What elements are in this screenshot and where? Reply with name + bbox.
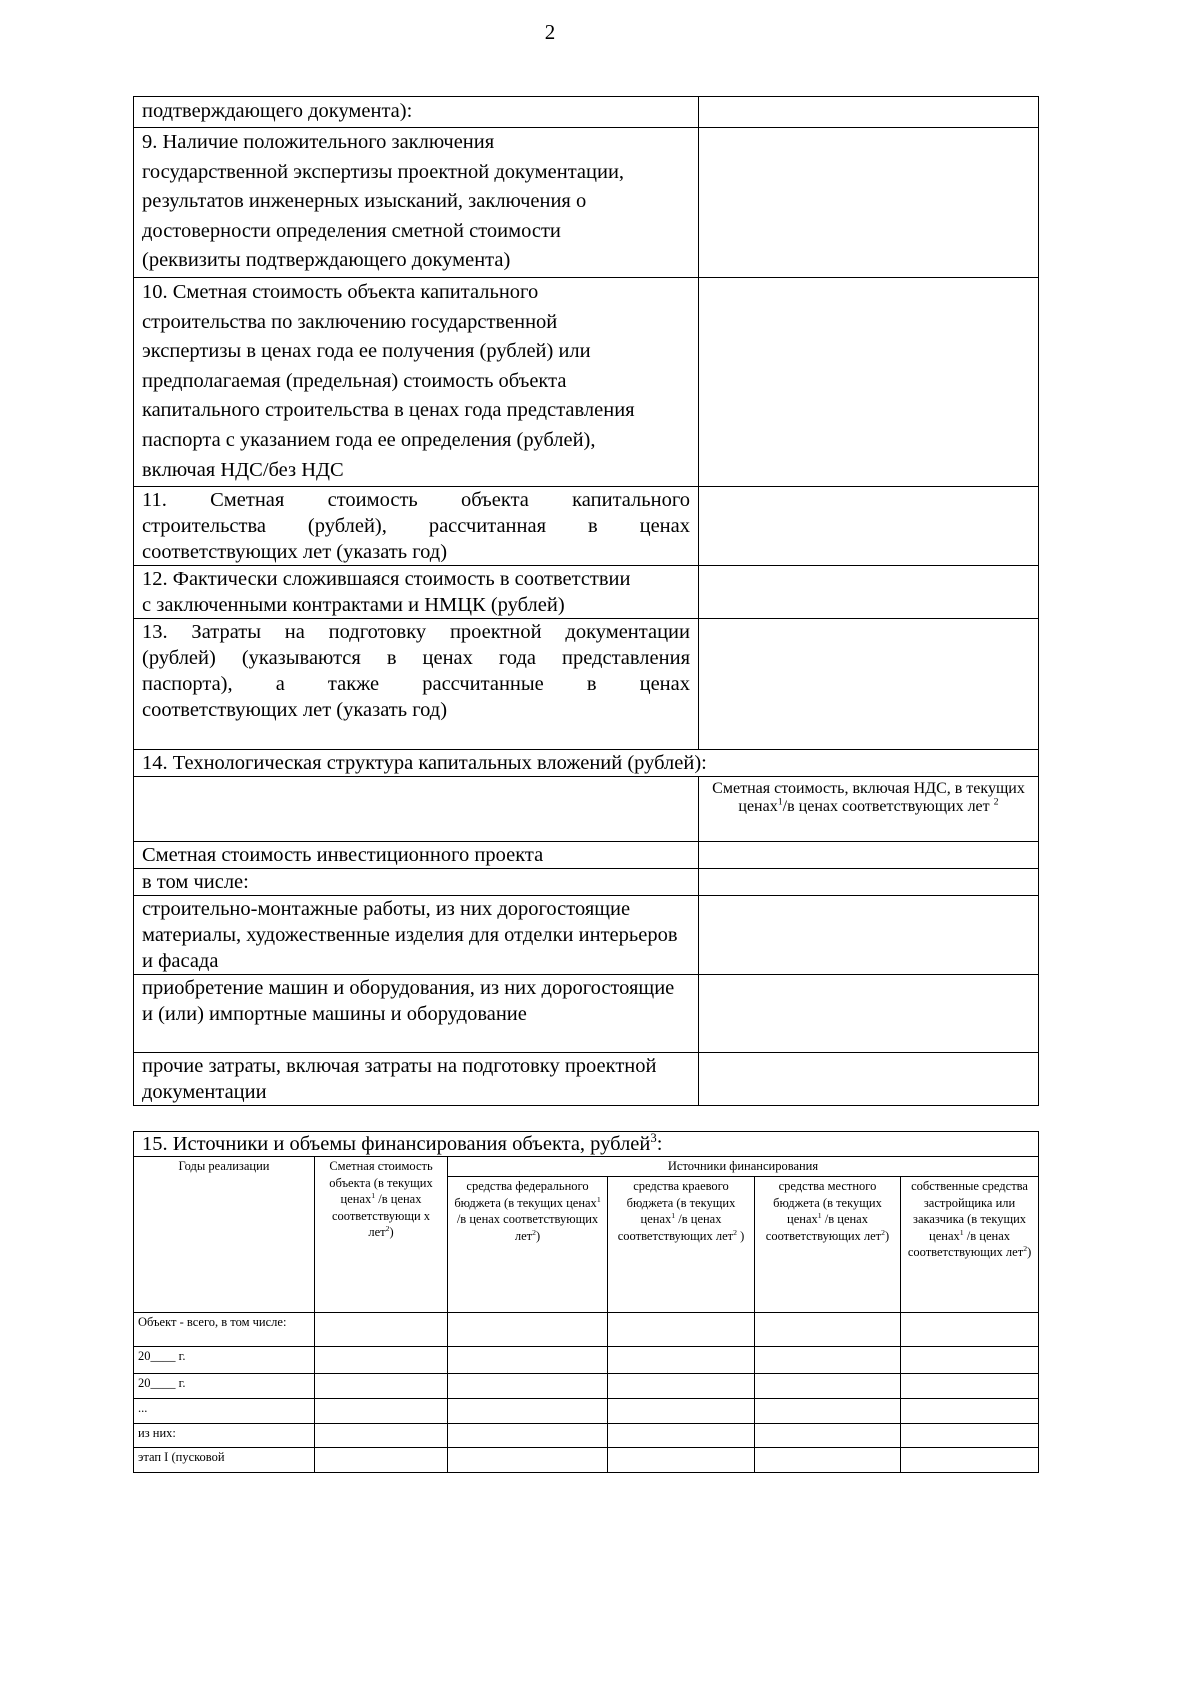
row-10-line: паспорта с указанием года ее определения (рублей), [142, 428, 596, 451]
financing-cell [315, 1313, 448, 1347]
financing-cell [755, 1347, 901, 1374]
row-13-value [699, 619, 1039, 750]
section-15-title-text: 15. Источники и объемы финансирования объекта, рублей [142, 1133, 651, 1155]
financing-cell [448, 1448, 608, 1473]
col-regional-text-c: ) [736, 1228, 745, 1243]
tech-value [699, 869, 1039, 896]
financing-cell [755, 1424, 901, 1448]
financing-cell [608, 1399, 755, 1424]
row-9-line: государственной экспертизы проектной документации, [142, 160, 625, 183]
col-local-text-a: средства местного бюджета (в текущих ценах [773, 1179, 882, 1227]
tech-item: строительно-монтажные работы, из них дорогостоящие материалы, художественные изделия для отделки интерьеров и фасада [134, 896, 699, 975]
row-9-label [134, 128, 699, 278]
col-estimate-text-b: /в ценах соответствующи х лет [331, 1192, 431, 1240]
col-regional-header [608, 1177, 755, 1313]
col-estimate-header [315, 1157, 448, 1313]
row-13-line: (рублей) (указываются в ценах года представления [142, 647, 690, 669]
row-12-label [134, 566, 699, 619]
financing-cell [901, 1313, 1039, 1347]
col-own-funds-text-a: собственные средства застройщика или заказчика (в текущих ценах [911, 1179, 1028, 1243]
section-15-title [134, 1132, 1039, 1157]
footnote-2-mark: 2 [881, 1227, 886, 1237]
row-10-line: 10. Сметная стоимость объекта капитального [142, 281, 539, 303]
financing-row-label: из них: [134, 1424, 315, 1448]
row-8-tail: подтверждающего документа): [134, 97, 699, 128]
financing-cell [448, 1347, 608, 1374]
financing-row-label: ... [134, 1399, 315, 1424]
col-own-funds-text-b: /в ценах соответствующих лет [907, 1228, 1024, 1260]
financing-cell [315, 1347, 448, 1374]
financing-cell [755, 1399, 901, 1424]
col-regional-text-a: средства краевого бюджета (в текущих ценах [626, 1179, 736, 1227]
col-own-funds-text-c: ) [1027, 1245, 1032, 1260]
header-text-a: Сметная стоимость, включая НДС, в текущих ценах [712, 780, 1025, 815]
tech-value [699, 975, 1039, 1053]
financing-row-label: этап I (пусковой [134, 1448, 315, 1473]
row-10-line: строительства по заключению государственной [142, 310, 558, 333]
tech-item: приобретение машин и оборудования, из них дорогостоящие и (или) импортные машины и оборудование [134, 975, 699, 1053]
financing-cell [315, 1448, 448, 1473]
financing-cell [608, 1424, 755, 1448]
footnote-1-mark: 1 [671, 1211, 676, 1221]
page-number: 2 [544, 20, 556, 44]
financing-cell [608, 1374, 755, 1399]
header-text-b: /в ценах соответствующих лет [782, 798, 994, 815]
financing-row-label: 20____ г. [134, 1347, 315, 1374]
financing-cell [315, 1424, 448, 1448]
tech-item: в том числе: [134, 869, 699, 896]
row-10-line: включая НДС/без НДС [142, 458, 344, 481]
financing-cell [448, 1313, 608, 1347]
row-10-line: экспертизы в ценах года ее получения (рублей) или [142, 340, 591, 363]
row-9-line: результатов инженерных изысканий, заключения о [142, 190, 587, 213]
financing-cell [608, 1448, 755, 1473]
col-years-header: Годы реализации [134, 1157, 315, 1313]
row-9-line: (реквизиты подтверждающего документа) [142, 249, 511, 272]
footnote-2-mark: 2 [532, 1227, 536, 1237]
financing-cell [608, 1313, 755, 1347]
footnote-1-mark: 1 [371, 1191, 376, 1201]
col-estimate-text-c: ) [389, 1225, 394, 1240]
financing-cell [755, 1313, 901, 1347]
financing-cell [608, 1347, 755, 1374]
footnote-3-mark: 3 [650, 1131, 657, 1146]
col-sources-header: Источники финансирования [448, 1157, 1039, 1177]
row-13-label [134, 619, 699, 750]
col-federal-header [448, 1177, 608, 1313]
section-14-header-right [699, 777, 1039, 842]
col-federal-text-a: средства федерального бюджета (в текущих ценах [454, 1179, 597, 1210]
footnote-1-mark: 1 [777, 796, 783, 808]
footnote-1-mark: 1 [817, 1211, 822, 1221]
row-12-value [699, 566, 1039, 619]
col-federal-text-b: /в ценах соответствующих лет [456, 1212, 599, 1243]
footnote-2-mark: 2 [1023, 1244, 1028, 1254]
col-federal-text-c: ) [535, 1228, 541, 1243]
financing-cell [901, 1374, 1039, 1399]
row-11-label [134, 487, 699, 566]
financing-cell [448, 1374, 608, 1399]
row-12-line: с заключенными контрактами и НМЦК (рублей) [142, 594, 565, 616]
financing-cell [901, 1424, 1039, 1448]
row-10-line: предполагаемая (предельная) стоимость объекта [142, 369, 567, 392]
financing-table [133, 1131, 1039, 1473]
tech-value [699, 842, 1039, 869]
footnote-1-mark: 1 [959, 1227, 964, 1237]
row-9-value [699, 128, 1039, 278]
financing-cell [448, 1424, 608, 1448]
financing-cell [901, 1399, 1039, 1424]
tech-item: прочие затраты, включая затраты на подготовку проектной документации [134, 1053, 699, 1106]
row-11-line: 11. Сметная стоимость объекта капитального [142, 489, 690, 511]
tech-value [699, 1053, 1039, 1106]
row-9-line: достоверности определения сметной стоимости [142, 219, 561, 242]
footnote-2-mark: 2 [385, 1224, 390, 1234]
financing-cell [315, 1399, 448, 1424]
passport-table [133, 96, 1039, 1106]
col-regional-text-b: /в ценах соответствующих лет [617, 1212, 734, 1243]
col-local-text-c: ) [885, 1228, 890, 1243]
financing-cell [448, 1399, 608, 1424]
financing-row-label: Объект - всего, в том числе: [134, 1313, 315, 1347]
footnote-2-mark: 2 [993, 796, 999, 808]
section-14-title: 14. Технологическая структура капитальных вложений (рублей): [134, 750, 1039, 777]
financing-cell [315, 1374, 448, 1399]
row-10-label [134, 278, 699, 487]
row-13-line: соответствующих лет (указать год) [142, 699, 448, 721]
col-own-funds-header [901, 1177, 1039, 1313]
row-8-value [699, 97, 1039, 128]
col-local-text-b: /в ценах соответствующих лет [765, 1212, 882, 1243]
financing-cell [901, 1448, 1039, 1473]
footnote-1-mark: 1 [596, 1194, 601, 1204]
financing-cell [755, 1448, 901, 1473]
row-13-line: паспорта), а также рассчитанные в ценах [142, 673, 690, 695]
row-10-value [699, 278, 1039, 487]
row-11-line: соответствующих лет (указать год) [142, 541, 448, 563]
financing-row-label: 20____ г. [134, 1374, 315, 1399]
row-11-value [699, 487, 1039, 566]
financing-cell [901, 1347, 1039, 1374]
tech-value [699, 896, 1039, 975]
col-local-header [755, 1177, 901, 1313]
row-11-line: строительства (рублей), рассчитанная в ценах [142, 515, 690, 537]
row-9-line: 9. Наличие положительного заключения [142, 131, 495, 153]
section-14-header-left [134, 777, 699, 842]
financing-cell [755, 1374, 901, 1399]
row-10-line: капитального строительства в ценах года представления [142, 399, 635, 422]
col-estimate-text-a: Сметная стоимость объекта (в текущих ценах [329, 1159, 433, 1207]
row-12-line: 12. Фактически сложившаяся стоимость в соответствии [142, 568, 631, 590]
section-15-title-end: : [656, 1133, 663, 1155]
footnote-2-mark: 2 [733, 1227, 737, 1237]
tech-item: Сметная стоимость инвестиционного проекта [134, 842, 699, 869]
row-13-line: 13. Затраты на подготовку проектной документации [142, 621, 690, 643]
